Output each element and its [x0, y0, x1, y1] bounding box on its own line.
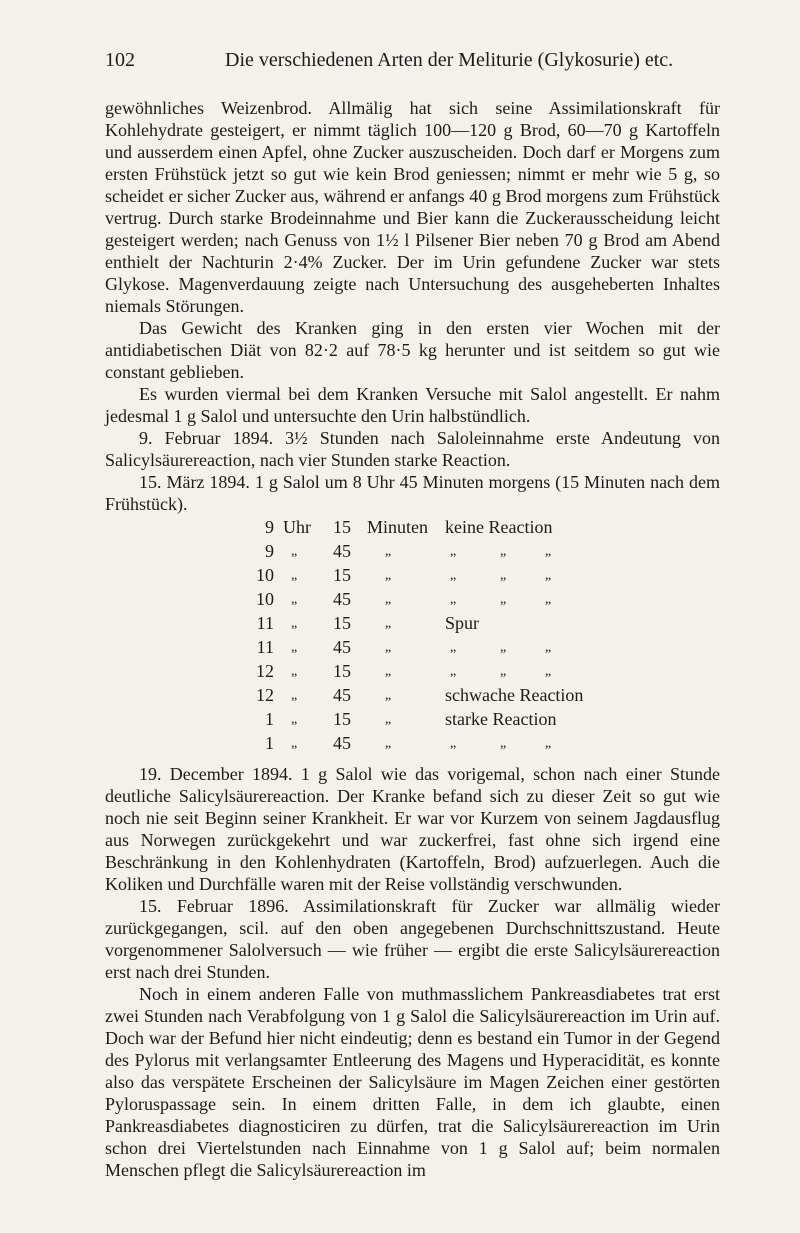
uhr-ditto: „ — [291, 688, 298, 703]
minuten-ditto: „ — [385, 736, 392, 751]
paragraph: gewöhnliches Weizenbrod. Allmälig hat sich seine Assimilationskraft für Kohlehydrate gesteigert, er nimmt täglich 100—120 g Brod, 60—70 g Kartoffeln und ausserdem einen Apfel, ohne Zucker auszuscheiden. Doch darf er Morgens zum ersten Frühstück jetzt so gut wie kein Brod geniessen; nimmt er mehr wie 5 g, so scheidet er sicher Zucker aus, während er anfangs 40 g Brod morgens zum Frühstück vertrug. Durch starke Brodeinnahme und Bier kann die Zuckerausscheidung leicht gesteigert werden; nach Genuss von 1½ l Pilsener Bier neben 70 g Brod am Abend enthielt der Nachturin 2·4% Zucker. Der im Urin gefundene Zucker war stets Glykose. Magenverdauung zeigte nach Untersuchung des ausgeheberten Inhaltes niemals Störungen. — [105, 98, 720, 316]
result-ditto: „ — [545, 568, 552, 583]
hour-cell: 1 — [265, 709, 274, 729]
result-ditto: „ — [500, 544, 507, 559]
minuten-ditto: „ — [385, 640, 392, 655]
minute-cell: 45 — [333, 685, 351, 705]
result-ditto: „ — [450, 640, 457, 655]
minuten-ditto: „ — [385, 688, 392, 703]
uhr-ditto: „ — [291, 736, 298, 751]
minuten-ditto: „ — [385, 568, 392, 583]
result-ditto: „ — [545, 544, 552, 559]
uhr-ditto: „ — [291, 712, 298, 727]
table-row — [105, 541, 720, 562]
result-ditto: „ — [450, 664, 457, 679]
result-ditto: „ — [450, 544, 457, 559]
table-row — [105, 589, 720, 610]
hour-cell: 11 — [256, 637, 274, 657]
minuten-cell: Minuten — [367, 517, 428, 537]
uhr-ditto: „ — [291, 592, 298, 607]
hour-cell: 9 — [265, 517, 274, 537]
running-head: Die verschiedenen Arten der Meliturie (Glykosurie) etc. — [225, 49, 674, 71]
table-row — [105, 565, 720, 586]
minuten-ditto: „ — [385, 712, 392, 727]
minute-cell: 45 — [333, 589, 351, 609]
result-ditto: „ — [545, 664, 552, 679]
minuten-ditto: „ — [385, 664, 392, 679]
table-row — [105, 637, 720, 658]
minute-cell: 15 — [333, 661, 351, 681]
hour-cell: 1 — [265, 733, 274, 753]
paragraph: 15. Februar 1896. Assimilationskraft für Zucker war allmälig wieder zurückgegangen, scil. auf den oben angegebenen Durchschnittszustand. Heute vorgenommener Salolversuch — wie früher — ergibt die erste Salicylsäurereaction erst nach drei Stunden. — [105, 896, 720, 982]
result-ditto: „ — [500, 592, 507, 607]
minute-cell: 45 — [333, 637, 351, 657]
body-text — [105, 97, 720, 1181]
uhr-ditto: „ — [291, 568, 298, 583]
minute-cell: 15 — [333, 709, 351, 729]
minute-cell: 45 — [333, 541, 351, 561]
table-row — [105, 661, 720, 682]
hour-cell: 10 — [256, 565, 274, 585]
minuten-ditto: „ — [385, 592, 392, 607]
minuten-ditto: „ — [385, 544, 392, 559]
result-ditto: „ — [545, 640, 552, 655]
paragraph: 15. März 1894. 1 g Salol um 8 Uhr 45 Minuten morgens (15 Minuten nach dem Frühstück). — [105, 472, 720, 514]
page-number: 102 — [105, 49, 135, 71]
table-row — [105, 613, 720, 634]
result-cell: Spur — [445, 613, 480, 633]
paragraph: Es wurden viermal bei dem Kranken Versuche mit Salol angestellt. Er nahm jedesmal 1 g Salol und untersuchte den Urin halbstündlich. — [105, 384, 720, 426]
paragraph: Noch in einem anderen Falle von muthmasslichem Pankreasdiabetes trat erst zwei Stunden nach Verabfolgung von 1 g Salol die Salicylsäurereaction im Urin auf. Doch war der Befund hier nicht eindeutig; denn es bestand ein Tumor in der Gegend des Pylorus mit verlangsamter Entleerung des Magens und Hyperacidität, es konnte also das verspätete Erscheinen der Salicylsäure im Magen Zeichen einer gestörten Pyloruspassage sein. In einem dritten Falle, in dem ich glaubte, einen Pankreasdiabetes diagnosticiren zu dürfen, trat die Salicylsäurereaction im Urin schon drei Viertelstunden nach Einnahme von 1 g Salol auf; beim normalen Menschen pflegt die Salicylsäurereaction im — [105, 984, 720, 1180]
paragraph: Das Gewicht des Kranken ging in den ersten vier Wochen mit der antidiabetischen Diät von 82·2 auf 78·5 kg herunter und ist seitdem so gut wie constant geblieben. — [105, 318, 720, 382]
uhr-ditto: „ — [291, 544, 298, 559]
result-ditto: „ — [450, 592, 457, 607]
reaction-table — [105, 517, 720, 761]
paragraph: 9. Februar 1894. 3½ Stunden nach Saloleinnahme erste Andeutung von Salicylsäurereaction, nach vier Stunden starke Reaction. — [105, 428, 720, 470]
hour-cell: 12 — [256, 685, 274, 705]
minute-cell: 15 — [333, 613, 351, 633]
uhr-cell: Uhr — [283, 517, 311, 537]
result-ditto: „ — [545, 736, 552, 751]
result-ditto: „ — [500, 640, 507, 655]
table-row — [105, 685, 720, 706]
minute-cell: 45 — [333, 733, 351, 753]
uhr-ditto: „ — [291, 616, 298, 631]
result-ditto: „ — [500, 664, 507, 679]
result-cell: schwache Reaction — [445, 685, 584, 705]
result-cell: starke Reaction — [445, 709, 557, 729]
hour-cell: 10 — [256, 589, 274, 609]
result-ditto: „ — [545, 592, 552, 607]
result-cell: keine Reaction — [445, 517, 553, 537]
result-ditto: „ — [500, 736, 507, 751]
minuten-ditto: „ — [385, 616, 392, 631]
table-row — [105, 733, 720, 754]
minute-cell: 15 — [333, 517, 351, 537]
minute-cell: 15 — [333, 565, 351, 585]
paragraph: 19. December 1894. 1 g Salol wie das vorigemal, schon nach einer Stunde deutliche Salicylsäurereaction. Der Kranke befand sich zu dieser Zeit so gut wie noch nie seit Beginn seiner Krankheit. Er war vor Kurzem von seinem Jagdausflug aus Norwegen zurückgekehrt und war zuckerfrei, fast ohne sich irgend eine Beschränkung in den Kohlenhydraten (Kartoffeln, Brod) aufzuerlegen. Auch die Koliken und Durchfälle waren mit der Reise vollständig verschwunden. — [105, 764, 720, 894]
uhr-ditto: „ — [291, 664, 298, 679]
hour-cell: 11 — [256, 613, 274, 633]
result-ditto: „ — [500, 568, 507, 583]
hour-cell: 12 — [256, 661, 274, 681]
result-ditto: „ — [450, 568, 457, 583]
hour-cell: 9 — [265, 541, 274, 561]
uhr-ditto: „ — [291, 640, 298, 655]
table-row — [105, 517, 720, 538]
table-row — [105, 709, 720, 730]
result-ditto: „ — [450, 736, 457, 751]
